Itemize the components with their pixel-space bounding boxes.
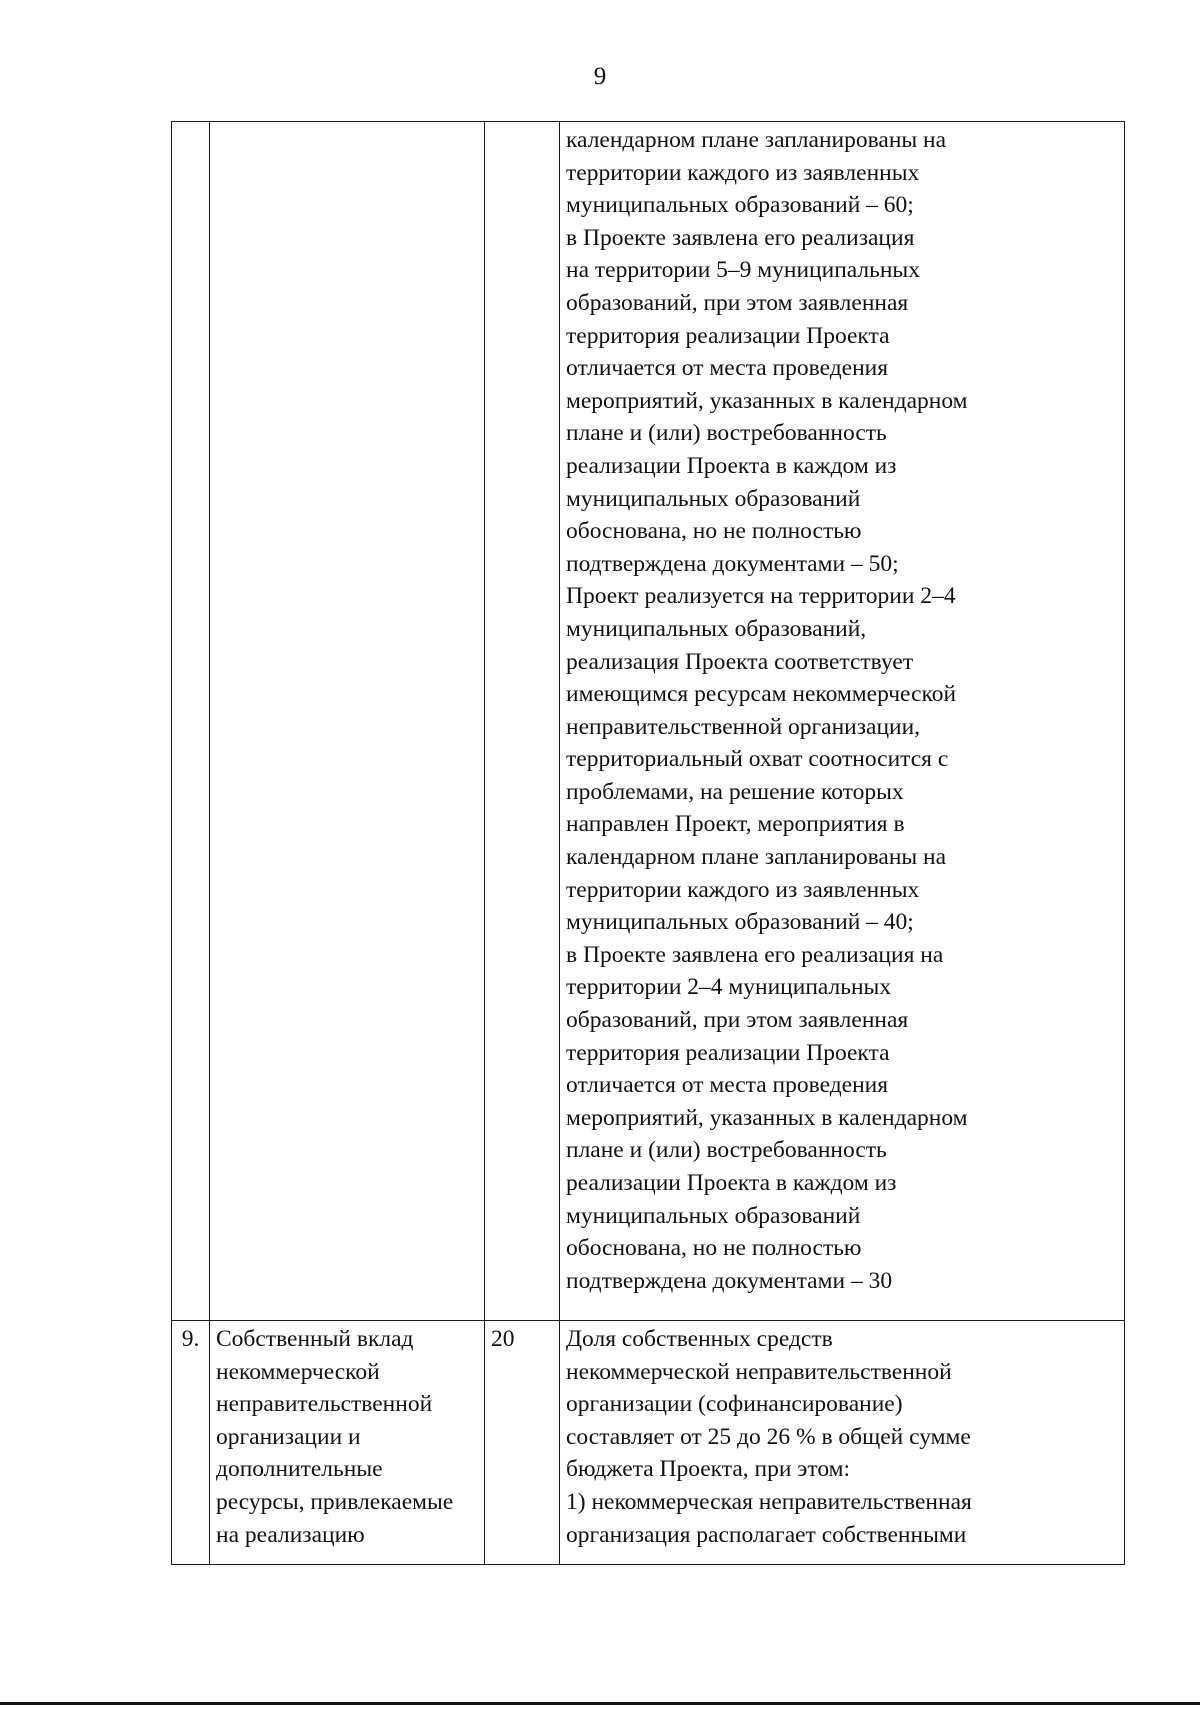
description-line: муниципальных образований – 60; (566, 192, 914, 219)
criterion-line: организации и (216, 1423, 361, 1450)
description-line: бюджета Проекта, при этом: (566, 1456, 851, 1483)
criterion-line: на реализацию (216, 1521, 365, 1548)
description-line: подтверждена документами – 30 (566, 1267, 893, 1294)
description-line: территория реализации Проекта (566, 1039, 890, 1066)
description-line: Доля собственных средств (566, 1326, 833, 1352)
score-cell (485, 1321, 560, 1565)
description-line: календарном плане запланированы на (566, 127, 947, 153)
description-line: муниципальных образований, (566, 615, 867, 642)
score-value: 20 (491, 1326, 515, 1352)
criterion-line: неправительственной (216, 1391, 433, 1418)
description-line: реализация Проекта соответствует (566, 648, 914, 675)
criterion-cell (210, 1321, 485, 1565)
criteria-table (171, 121, 1125, 1565)
description-line: в Проекте заявлена его реализация на (566, 941, 944, 968)
description-line: территориальный охват соотносится с (566, 746, 949, 773)
description-line: 1) некоммерческая неправительственная (566, 1488, 972, 1515)
description-line: направлен Проект, мероприятия в (566, 811, 905, 838)
description-line: мероприятий, указанных в календарном (566, 387, 968, 414)
page-number: 9 (593, 63, 607, 90)
description-line: подтверждена документами – 50; (566, 550, 899, 577)
description-line: неправительственной организации, (566, 713, 921, 740)
criterion-cell (210, 122, 485, 1321)
description-cell (560, 1321, 1125, 1565)
description-line: Проект реализуется на территории 2–4 (566, 583, 956, 610)
description-line: некоммерческой неправительственной (566, 1358, 952, 1385)
description-line: на территории 5–9 муниципальных (566, 257, 920, 284)
description-line: составляет от 25 до 26 % в общей сумме (566, 1423, 971, 1450)
description-line: отличается от места проведения (566, 355, 889, 382)
description-line: обоснована, но не полностью (566, 1235, 862, 1262)
description-line: плане и (или) востребованность (566, 1137, 887, 1164)
description-line: территории каждого из заявленных (566, 876, 920, 903)
criterion-line: ресурсы, привлекаемые (216, 1488, 454, 1515)
description-line: в Проекте заявлена его реализация (566, 224, 915, 251)
description-line: проблемами, на решение которых (566, 778, 904, 805)
row-number-cell: 9. (172, 1321, 210, 1565)
description-line: календарном плане запланированы на (566, 844, 947, 871)
criterion-line: дополнительные (216, 1456, 383, 1483)
description-line: территория реализации Проекта (566, 322, 890, 349)
row-number-cell (172, 122, 210, 1321)
description-line: мероприятий, указанных в календарном (566, 1104, 968, 1131)
description-cell (560, 122, 1125, 1321)
criterion-line: некоммерческой (216, 1358, 380, 1385)
table-row (172, 122, 1125, 1321)
description-line: плане и (или) востребованность (566, 420, 887, 447)
scan-edge-line (0, 1702, 1200, 1705)
description-line: территории 2–4 муниципальных (566, 974, 892, 1001)
description-line: муниципальных образований (566, 485, 861, 512)
table-row (172, 1321, 1125, 1565)
description-line: образований, при этом заявленная (566, 289, 909, 316)
description-line: реализации Проекта в каждом из (566, 1170, 897, 1196)
description-line: территории каждого из заявленных (566, 159, 920, 186)
criterion-line: Собственный вклад (216, 1326, 414, 1352)
description-line: организации (софинансирование) (566, 1391, 903, 1418)
description-line: отличается от места проведения (566, 1072, 889, 1099)
description-line: имеющимся ресурсам некоммерческой (566, 681, 957, 708)
score-cell (485, 122, 560, 1321)
description-line: обоснована, но не полностью (566, 518, 862, 545)
description-line: муниципальных образований (566, 1202, 861, 1229)
description-line: организация располагает собственными (566, 1521, 967, 1548)
description-line: образований, при этом заявленная (566, 1007, 909, 1034)
description-line: реализации Проекта в каждом из (566, 452, 897, 479)
description-line: муниципальных образований – 40; (566, 909, 914, 936)
